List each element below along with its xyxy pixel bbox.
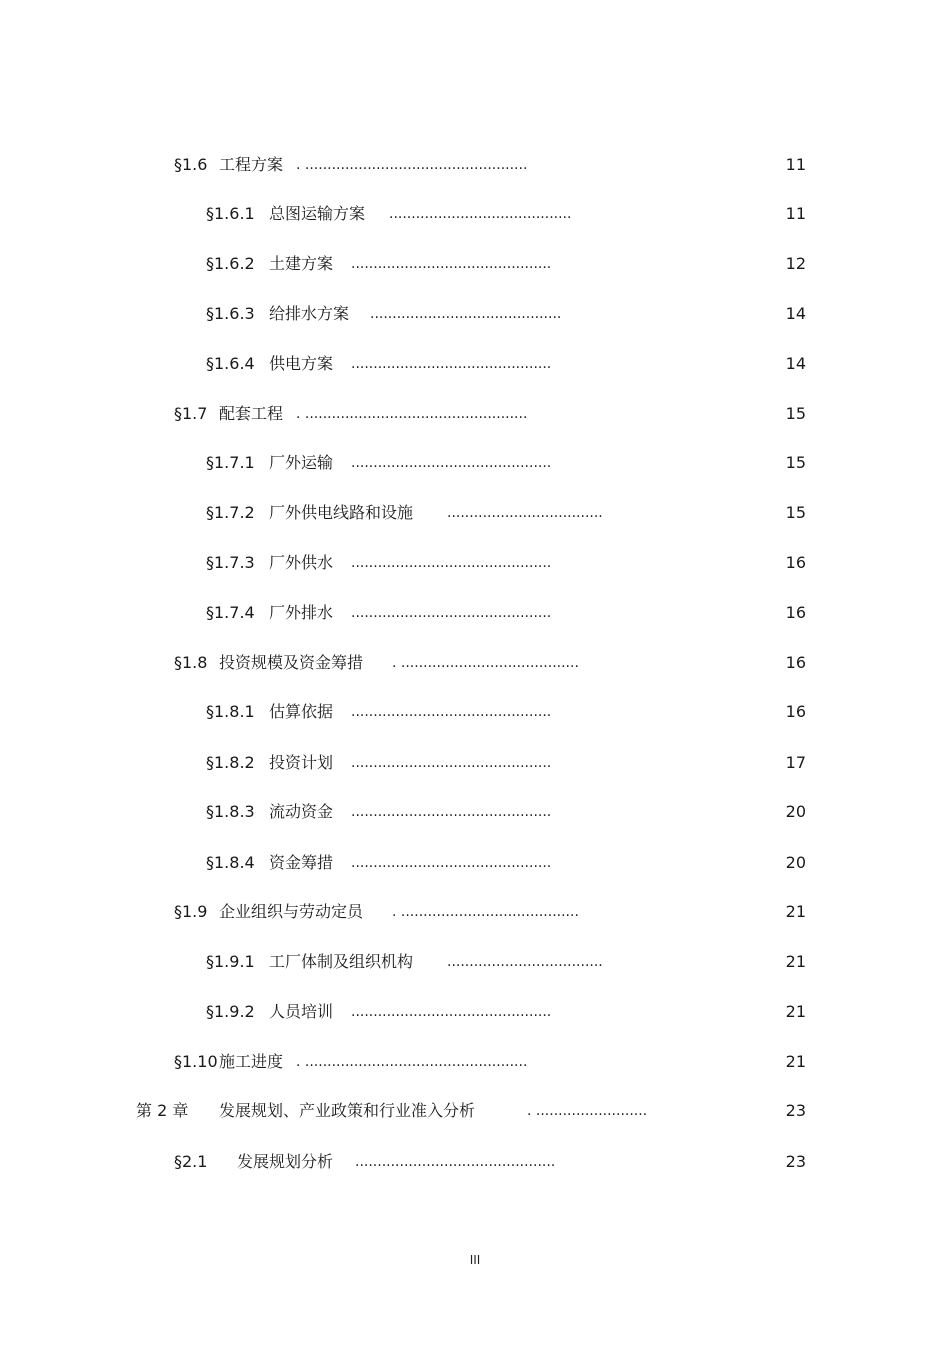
toc-entry-page: 15: [785, 404, 806, 423]
toc-entry-page: 14: [785, 354, 806, 373]
toc-entry-page: 15: [785, 503, 806, 522]
toc-entry-leader: . ........................................: [392, 904, 579, 920]
toc-entry[interactable]: [0, 700, 950, 724]
toc-entry[interactable]: [0, 352, 950, 376]
toc-entry[interactable]: [0, 501, 950, 525]
toc-entry-number: §1.7.4: [206, 603, 255, 622]
toc-entry-number: §1.9.1: [206, 952, 255, 971]
toc-entry-number: §1.7.1: [206, 453, 255, 472]
toc-entry-number: §1.7.2: [206, 503, 255, 522]
toc-entry-title: 企业组织与劳动定员: [219, 902, 364, 921]
toc-entry-page: 16: [785, 702, 806, 721]
toc-entry-number: §1.6.2: [206, 254, 255, 273]
toc-entry[interactable]: [0, 601, 950, 625]
toc-entry-title: 发展规划分析: [237, 1152, 334, 1171]
toc-entry[interactable]: [0, 900, 950, 924]
toc-entry-page: 16: [785, 553, 806, 572]
toc-entry-page: 16: [785, 653, 806, 672]
toc-entry-number: §1.7.3: [206, 553, 255, 572]
toc-entry-leader: . ..................................................: [296, 406, 528, 422]
toc-entry-number: §1.7: [174, 404, 208, 423]
toc-entry-leader: .............................................: [351, 804, 552, 820]
toc-entry-page: 16: [785, 603, 806, 622]
toc-entry-title: 投资规模及资金筹措: [219, 653, 364, 672]
toc-entry[interactable]: [0, 202, 950, 226]
toc-entry-number: §1.6.4: [206, 354, 255, 373]
toc-entry-page: 20: [785, 853, 806, 872]
toc-entry[interactable]: [0, 551, 950, 575]
toc-entry-number: §1.8.2: [206, 753, 255, 772]
toc-entry-number: §1.10: [174, 1052, 218, 1071]
toc-entry-title: 资金筹措: [269, 853, 334, 872]
toc-entry-title: 发展规划、产业政策和行业准入分析: [219, 1101, 476, 1120]
toc-entry-title: 投资计划: [269, 753, 334, 772]
toc-entry-title: 厂外供电线路和设施: [269, 503, 414, 522]
toc-entry-title: 厂外排水: [269, 603, 334, 622]
toc-entry-leader: ...................................: [447, 505, 603, 521]
toc-entry-number: §1.6: [174, 155, 208, 174]
toc-entry-title: 流动资金: [269, 802, 334, 821]
toc-entry-page: 11: [785, 204, 806, 223]
toc-entry-title: 工厂体制及组织机构: [269, 952, 414, 971]
toc-entry-leader: .............................................: [351, 1004, 552, 1020]
toc-entry-leader: .............................................: [351, 455, 552, 471]
toc-entry-leader: . ..................................................: [296, 157, 528, 173]
toc-entry[interactable]: [0, 1150, 950, 1174]
toc-entry-title: 厂外供水: [269, 553, 334, 572]
toc-entry-page: 21: [785, 1052, 806, 1071]
toc-entry-page: 20: [785, 802, 806, 821]
toc-entry-title: 施工进度: [219, 1052, 284, 1071]
toc-entry-number: §1.8.4: [206, 853, 255, 872]
toc-entry-page: 23: [785, 1152, 806, 1171]
toc-entry-page: 21: [785, 952, 806, 971]
toc-entry[interactable]: [0, 751, 950, 775]
toc-entry[interactable]: [0, 302, 950, 326]
toc-entry-number: §1.6.3: [206, 304, 255, 323]
toc-entry-number: §1.6.1: [206, 204, 255, 223]
toc-entry-page: 15: [785, 453, 806, 472]
toc-entry-leader: . ..................................................: [296, 1054, 528, 1070]
toc-entry-title: 总图运输方案: [269, 204, 366, 223]
toc-entry-leader: .............................................: [351, 555, 552, 571]
toc-entry[interactable]: [0, 1000, 950, 1024]
toc-entry-chapter[interactable]: [0, 1099, 950, 1123]
toc-entry-leader: .............................................: [351, 256, 552, 272]
toc-entry-title: 配套工程: [219, 404, 284, 423]
toc-entry-title: 厂外运输: [269, 453, 334, 472]
toc-entry-page: 21: [785, 902, 806, 921]
toc-entry-page: 21: [785, 1002, 806, 1021]
toc-entry-title: 估算依据: [269, 702, 334, 721]
toc-entry-title: 给排水方案: [269, 304, 350, 323]
toc-entry-page: 14: [785, 304, 806, 323]
toc-entry-number: §1.8.3: [206, 802, 255, 821]
toc-entry-leader: ...........................................: [370, 306, 562, 322]
toc-entry[interactable]: [0, 800, 950, 824]
toc-entry-leader: ...................................: [447, 954, 603, 970]
toc-entry[interactable]: [0, 1050, 950, 1074]
toc-entry-leader: .............................................: [355, 1154, 556, 1170]
toc-entry-page: 12: [785, 254, 806, 273]
toc-entry-page: 17: [785, 753, 806, 772]
toc-entry[interactable]: [0, 950, 950, 974]
toc-entry-number: §2.1: [174, 1152, 208, 1171]
toc-entry-title: 供电方案: [269, 354, 334, 373]
toc-entry-leader: . ........................................: [392, 655, 579, 671]
toc-entry-number: §1.9.2: [206, 1002, 255, 1021]
toc-entry-number: §1.8: [174, 653, 208, 672]
toc-entry[interactable]: [0, 651, 950, 675]
toc-entry-page: 11: [785, 155, 806, 174]
toc-entry-number: 第 2 章: [136, 1101, 189, 1120]
toc-entry[interactable]: [0, 402, 950, 426]
toc-entry-leader: . .........................: [527, 1103, 648, 1119]
toc-entry[interactable]: [0, 851, 950, 875]
toc-entry-leader: .............................................: [351, 356, 552, 372]
toc-entry-leader: .........................................: [389, 206, 572, 222]
toc-entry-title: 土建方案: [269, 254, 334, 273]
toc-entry[interactable]: [0, 451, 950, 475]
toc-entry-leader: .............................................: [351, 704, 552, 720]
toc-entry-leader: .............................................: [351, 855, 552, 871]
toc-entry-leader: .............................................: [351, 605, 552, 621]
toc-entry-leader: .............................................: [351, 755, 552, 771]
toc-entry-title: 工程方案: [219, 155, 284, 174]
toc-entry-number: §1.9: [174, 902, 208, 921]
toc-entry-number: §1.8.1: [206, 702, 255, 721]
page-number-footer: III: [469, 1253, 481, 1267]
toc-entry-title: 人员培训: [269, 1002, 334, 1021]
toc-entry[interactable]: [0, 153, 950, 177]
toc-entry-page: 23: [785, 1101, 806, 1120]
toc-entry[interactable]: [0, 252, 950, 276]
